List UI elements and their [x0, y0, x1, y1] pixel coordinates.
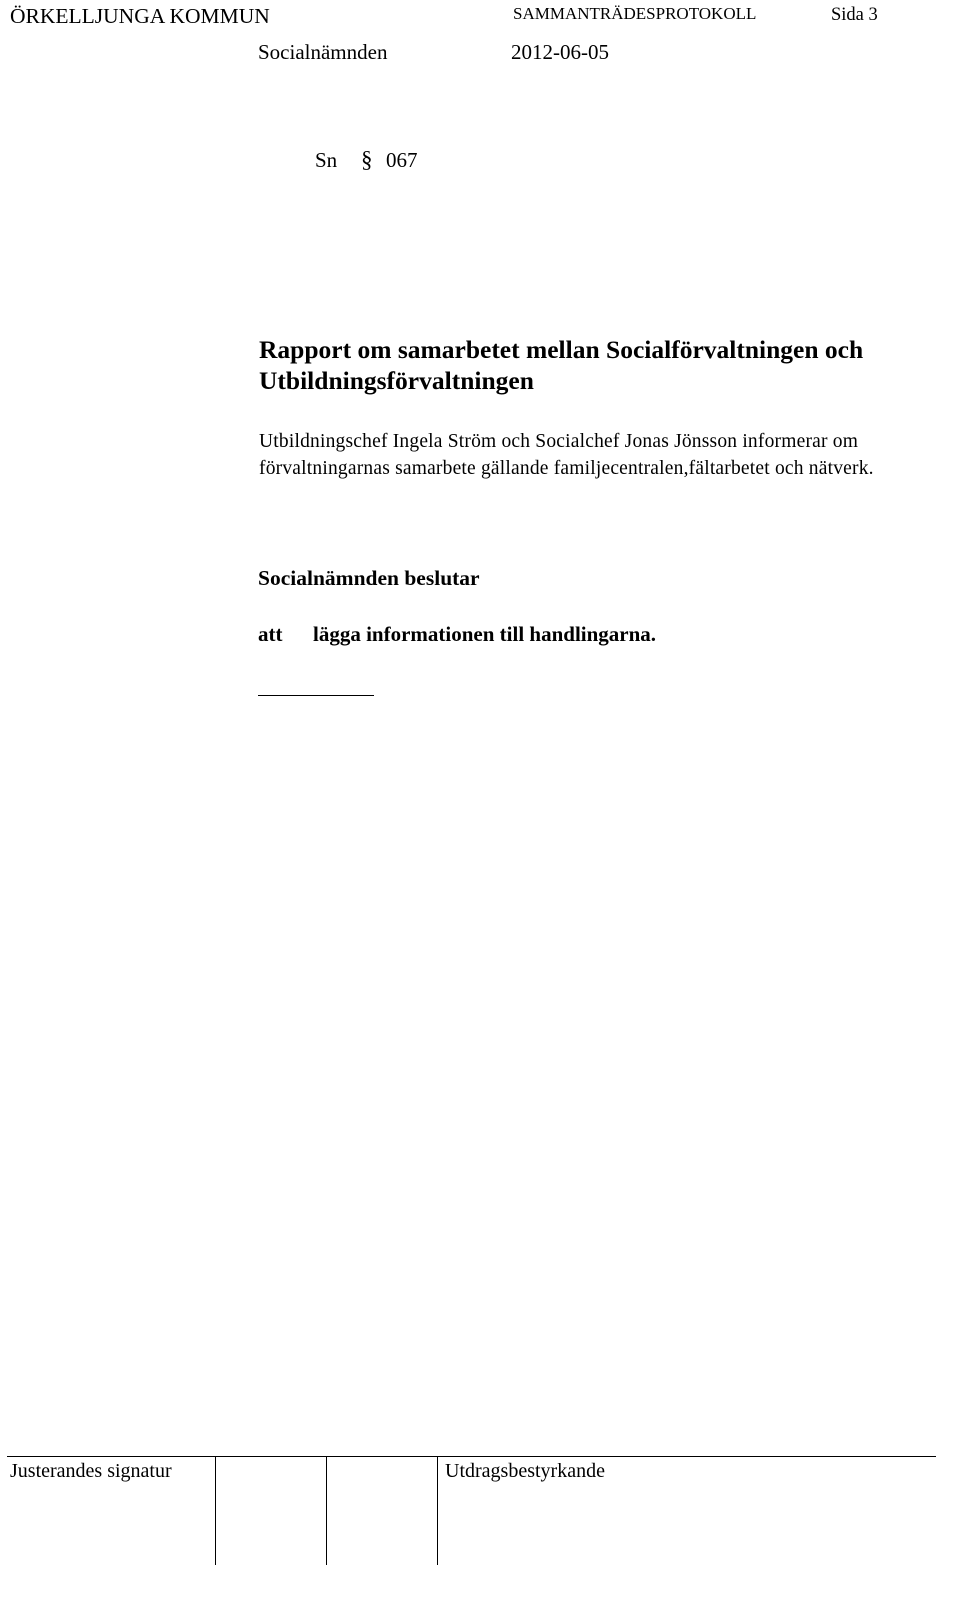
- signature-box-divider: [437, 1457, 438, 1565]
- document-type: SAMMANTRÄDESPROTOKOLL: [513, 4, 757, 23]
- body-paragraph: Utbildningschef Ingela Ström och Socialchef Jonas Jönsson informerar om förvaltningarnas samarbete gällande familjecentralen,fältarbetet och nätverk.: [259, 431, 874, 479]
- page-number: Sida 3: [831, 5, 878, 25]
- decision-marker: att: [258, 622, 283, 646]
- decision-text: lägga informationen till handlingarna.: [313, 622, 657, 646]
- paragraph-prefix: Sn: [315, 148, 338, 172]
- section-sign: §: [361, 147, 373, 172]
- certification-label: Utdragsbestyrkande: [445, 1460, 605, 1482]
- meeting-date: 2012-06-05: [511, 40, 609, 64]
- footer-rule: [7, 1456, 936, 1457]
- organization-name: ÖRKELLJUNGA KOMMUN: [10, 4, 270, 28]
- page-title: Rapport om samarbetet mellan Socialförvaltningen och Utbildningsförvaltningen: [259, 335, 864, 395]
- committee-name: Socialnämnden: [258, 40, 388, 64]
- decision-heading: Socialnämnden beslutar: [258, 566, 480, 590]
- end-rule: [258, 695, 374, 696]
- paragraph-number: 067: [386, 148, 418, 172]
- signature-label: Justerandes signatur: [10, 1460, 172, 1482]
- signature-box-divider: [326, 1457, 327, 1565]
- signature-box-divider: [215, 1457, 216, 1565]
